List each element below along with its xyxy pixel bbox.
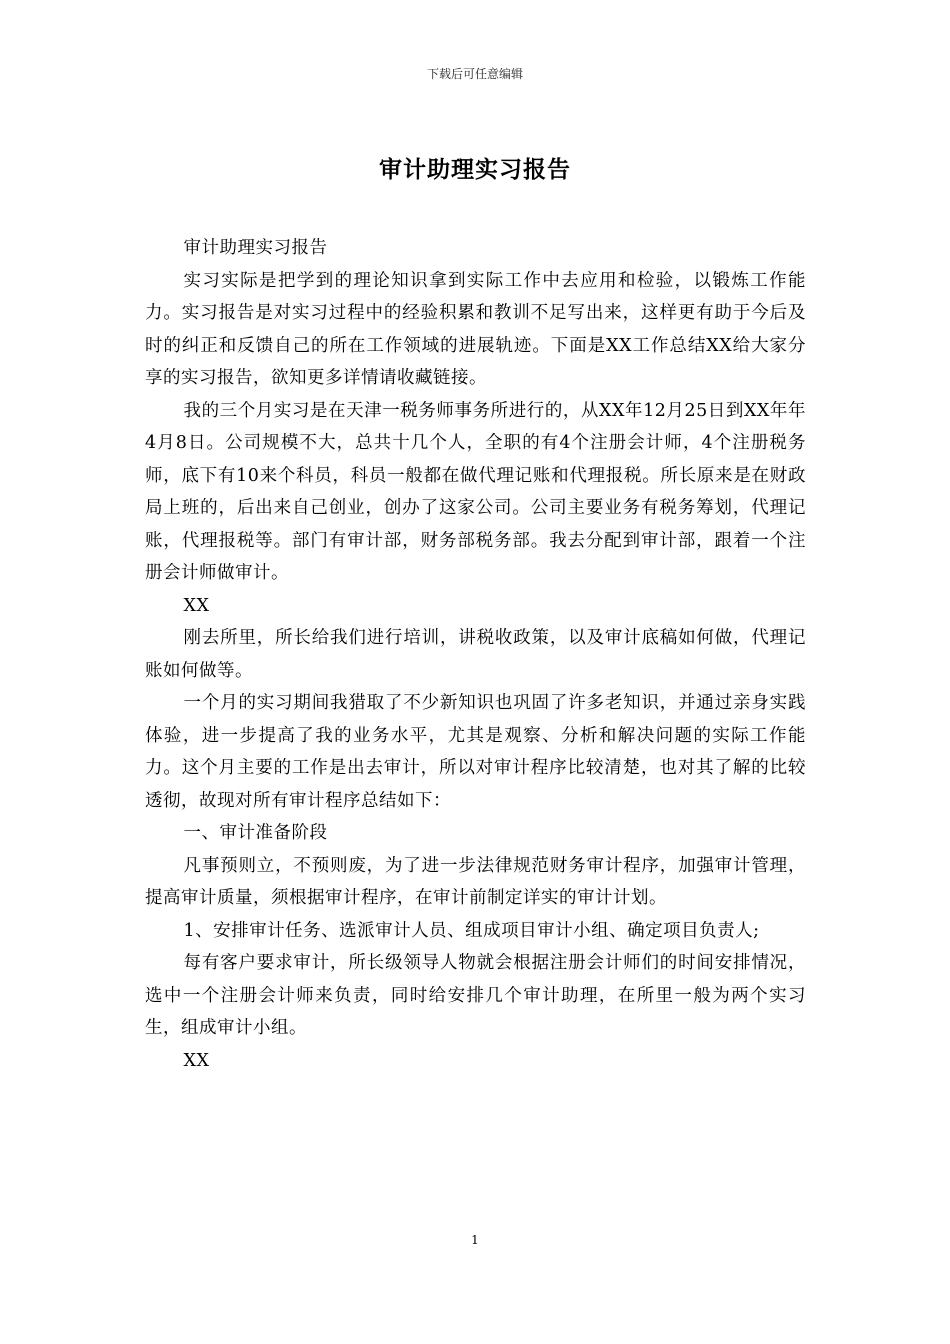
paragraph-subtitle: 审计助理实习报告 (183, 238, 328, 258)
paragraph-placeholder-end: XX (183, 1050, 210, 1071)
paragraph-internship-overview: 我的三个月实习是在天津一税务师事务所进行的，从XX年12月25日到XX年年4月8日。公司规模不大，总共十几个人，全职的有4个注册会计师，4个注册税务师，底下有10来个科员，科员一般都在做代理记账和代理报税。所长原来是在财政局上班的，后出来自己创业，创办了这家公司。公司主要业务有税务筹划，代理记账，代理报税等。部门有审计部，财务部税务部。我去分配到审计部，跟着一个注册会计师做审计。 (145, 400, 806, 583)
list-item-assign-task: 1、安排审计任务、选派审计人员、组成项目审计小组、确定项目负责人; (183, 920, 760, 941)
page-header-note: 下载后可任意编辑 (426, 67, 523, 81)
paragraph-placeholder: XX (183, 595, 210, 616)
section-heading-preparation: 一、审计准备阶段 (183, 823, 328, 843)
paragraph-preparation: 凡事预则立，不预则废，为了进一步法律规范财务审计程序，加强审计管理，提高审计质量，须根据审计程序，在审计前制定详实的审计计划。 (145, 855, 806, 908)
page-number: 1 (471, 1233, 479, 1247)
document-title: 审计助理实习报告 (379, 156, 571, 183)
paragraph-training: 刚去所里，所长给我们进行培训，讲税收政策，以及审计底稿如何做，代理记账如何做等。 (145, 628, 806, 681)
paragraph-learning: 一个月的实习期间我猎取了不少新知识也巩固了许多老知识，并通过亲身实践体验，进一步提高了我的业务水平，尤其是观察、分析和解决问题的实际工作能力。这个月主要的工作是出去审计，所以对审计程序比较清楚，也对其了解的比较透彻，故现对所有审计程序总结如下： (145, 693, 806, 811)
paragraph-intro: 实习实际是把学到的理论知识拿到实际工作中去应用和检验，以锻炼工作能力。实习报告是对实习过程中的经验积累和教训不足写出来，这样更有助于今后及时的纠正和反馈自己的所在工作领域的进展轨迹。下面是XX工作总结XX给大家分享的实习报告，欲知更多详情请收藏链接。 (145, 270, 806, 388)
paragraph-team-formation: 每有客户要求审计，所长级领导人物就会根据注册会计师们的时间安排情况，选中一个注册会计师来负责，同时给安排几个审计助理，在所里一般为两个实习生，组成审计小组。 (145, 953, 806, 1038)
document-body (145, 232, 806, 1077)
